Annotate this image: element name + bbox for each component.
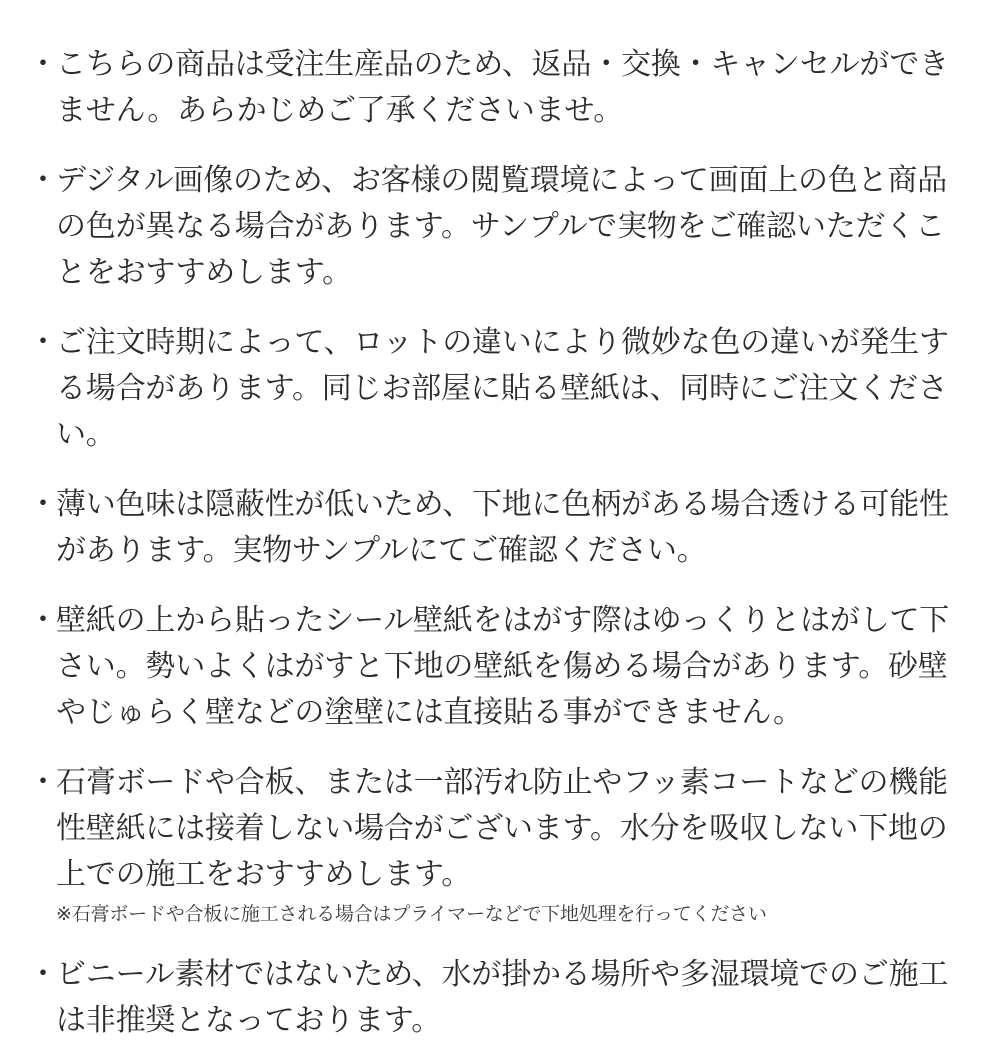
- list-item-body: [56, 952, 960, 1044]
- note-text: ビニール素材ではないため、水が掛かる場所や多湿環境でのご施工は非推奨となっております。: [56, 957, 949, 1038]
- list-item: [22, 42, 960, 134]
- list-item-body: [56, 760, 960, 928]
- list-item: [22, 760, 960, 928]
- list-item-body: [56, 42, 960, 134]
- list-item: [22, 320, 960, 458]
- note-subtext: ※石膏ボードや合板に施工される場合はプライマーなどで下地処理を行ってください: [56, 903, 767, 925]
- list-item: [22, 158, 960, 296]
- list-item-body: [56, 482, 960, 574]
- bullet-marker: ・: [28, 603, 58, 638]
- note-text: こちらの商品は受注生産品のため、返品・交換・キャンセルができません。あらかじめご了承くださいませ。: [56, 47, 949, 128]
- bullet-marker: ・: [28, 487, 58, 522]
- bullet-marker: ・: [28, 325, 58, 360]
- list-item: [22, 598, 960, 736]
- note-text: 石膏ボードや合板、または一部汚れ防止やフッ素コートなどの機能性壁紙には接着しない場合がございます。水分を吸収しない下地の上での施工をおすすめします。: [56, 765, 948, 892]
- bullet-marker: ・: [28, 957, 58, 992]
- list-item-body: [56, 158, 960, 296]
- bullet-marker: ・: [28, 163, 58, 198]
- list-item: [22, 482, 960, 574]
- note-text: ご注文時期によって、ロットの違いにより微妙な色の違いが発生する場合があります。同じお部屋に貼る壁紙は、同時にご注文ください。: [56, 325, 949, 452]
- list-item: [22, 952, 960, 1044]
- note-text: 薄い色味は隠蔽性が低いため、下地に色柄がある場合透ける可能性があります。実物サンプルにてご確認ください。: [56, 487, 949, 568]
- list-item-body: [56, 598, 960, 736]
- note-text: 壁紙の上から貼ったシール壁紙をはがす際はゆっくりとはがして下さい。勢いよくはがすと下地の壁紙を傷める場合があります。砂壁やじゅらく壁などの塗壁には直接貼る事ができません。: [56, 603, 950, 730]
- list-item-body: [56, 320, 960, 458]
- bullet-marker: ・: [28, 47, 58, 82]
- note-text: デジタル画像のため、お客様の閲覧環境によって画面上の色と商品の色が異なる場合があります。サンプルで実物をご確認いただくことをおすすめします。: [56, 163, 947, 290]
- notes-list: [22, 42, 960, 1044]
- bullet-marker: ・: [28, 765, 58, 800]
